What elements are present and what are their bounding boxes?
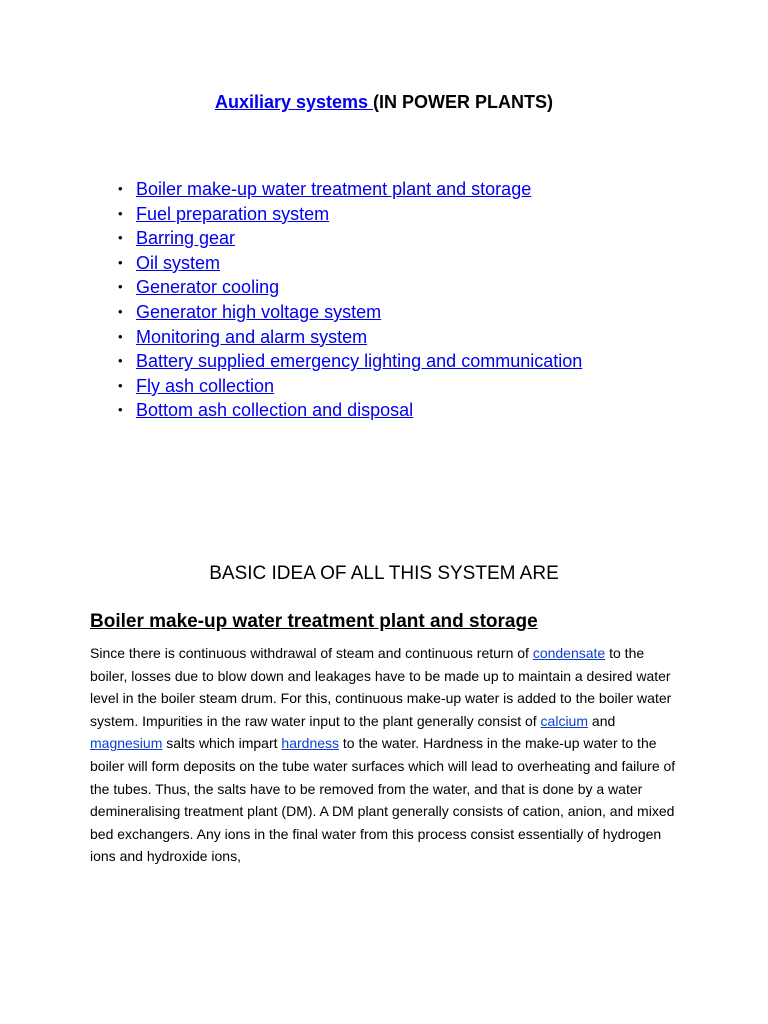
list-item <box>118 398 582 423</box>
magnesium-link[interactable]: magnesium <box>90 735 163 752</box>
list-item <box>118 349 582 374</box>
topic-link-bottom-ash[interactable]: Bottom ash collection and disposal <box>136 400 414 421</box>
topic-link-generator-cooling[interactable]: Generator cooling <box>136 277 280 298</box>
paragraph-text: and <box>588 712 616 729</box>
hardness-link[interactable]: hardness <box>281 735 340 752</box>
auxiliary-systems-link[interactable]: Auxiliary systems <box>214 92 374 112</box>
paragraph-text: Since there is continuous withdrawal of steam and continuous return of <box>90 645 533 661</box>
bullet-icon: • <box>118 181 123 196</box>
list-item <box>118 177 582 202</box>
calcium-link[interactable]: calcium <box>540 712 589 729</box>
list-item <box>118 202 582 227</box>
bullet-icon: • <box>118 205 123 221</box>
topics-list <box>118 177 582 423</box>
paragraph-text: to the water. Hardness in the make-up water to the boiler will form deposits on the tube water surfaces which will lead to overheating and failure of the tubes. Thus, the salts have to be removed from the water, and that is done by a water demineralising treatment plant (DM). A DM plant generally consists of cation, anion, and mixed bed exchangers. Any ions in the final water from this process consist essentially of hydrogen ions and hydroxide ions, <box>90 735 676 865</box>
list-item <box>118 374 582 399</box>
paragraph-text: salts which impart <box>162 735 282 752</box>
topic-link-monitoring-alarm[interactable]: Monitoring and alarm system <box>136 326 368 347</box>
list-item <box>118 325 582 350</box>
bullet-icon: • <box>118 377 123 393</box>
topic-link-oil-system[interactable]: Oil system <box>136 252 221 273</box>
topic-link-fuel-preparation[interactable]: Fuel preparation system <box>136 203 330 224</box>
bullet-icon: • <box>118 328 123 344</box>
section-paragraph <box>90 642 680 868</box>
paragraph-text: to the boiler, losses due to blow down and leakages have to be made up to maintain a desired water level in the boiler steam drum. For this, continuous make-up water is added to the boiler water system. Impurities in the raw water input to the plant generally consist of <box>90 645 672 729</box>
section-heading: Boiler make-up water treatment plant and storage <box>90 611 538 632</box>
title-suffix: (IN POWER PLANTS) <box>373 92 554 112</box>
list-item <box>118 226 582 251</box>
topic-link-emergency-lighting[interactable]: Battery supplied emergency lighting and communication <box>136 351 583 372</box>
basic-idea-heading: BASIC IDEA OF ALL THIS SYSTEM ARE <box>209 563 559 584</box>
bullet-icon: • <box>118 230 123 246</box>
topic-link-barring-gear[interactable]: Barring gear <box>136 228 236 249</box>
bullet-icon: • <box>118 279 123 295</box>
condensate-link[interactable]: condensate <box>532 645 606 661</box>
bullet-icon: • <box>118 402 123 418</box>
bullet-icon: • <box>118 353 123 369</box>
bullet-icon: • <box>118 254 123 270</box>
list-item <box>118 275 582 300</box>
bullet-icon: • <box>118 303 123 319</box>
list-item <box>118 300 582 325</box>
topic-link-fly-ash[interactable]: Fly ash collection <box>136 375 275 396</box>
topic-link-boiler-water[interactable]: Boiler make-up water treatment plant and storage <box>136 179 532 199</box>
topic-link-high-voltage[interactable]: Generator high voltage system <box>136 301 382 322</box>
page-title <box>0 90 768 114</box>
list-item <box>118 251 582 276</box>
